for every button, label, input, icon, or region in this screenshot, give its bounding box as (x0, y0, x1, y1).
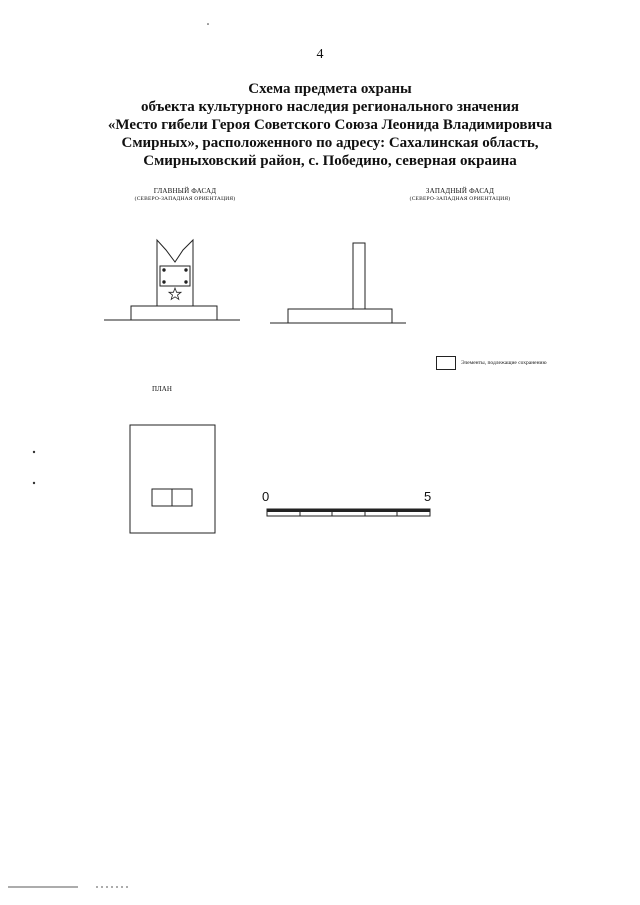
page-number: 4 (316, 47, 324, 62)
west-facade-subtitle: (СЕВЕРО-ЗАПАДНАЯ ОРИЕНТАЦИЯ) (409, 196, 511, 202)
plan-drawing (130, 425, 215, 533)
west-facade-drawing (270, 243, 406, 323)
west-facade-stele (353, 243, 365, 309)
scale-bar (267, 509, 430, 516)
west-facade-pedestal (288, 309, 392, 323)
plaque-rivet (185, 269, 187, 271)
title-line: Смирныховский район, с. Победино, северная окраина (143, 153, 517, 169)
main-facade-stele (157, 240, 193, 306)
title-line: Смирных», расположенного по адресу: Сахалинская область, (121, 135, 539, 151)
scale-bar-fill (267, 509, 430, 512)
main-facade-drawing (104, 240, 240, 320)
scale-end-label: 5 (424, 489, 432, 504)
main-facade-pedestal (131, 306, 217, 320)
scale-start-label: 0 (262, 489, 270, 504)
stray-dot (33, 482, 35, 484)
main-facade-subtitle: (СЕВЕРО-ЗАПАДНАЯ ОРИЕНТАЦИЯ) (134, 196, 236, 202)
legend-swatch (436, 356, 456, 370)
star-icon (169, 288, 181, 299)
plaque-rivet (163, 269, 165, 271)
plaque-rivet (163, 281, 165, 283)
main-facade-title: ГЛАВНЫЙ ФАСАД (153, 187, 217, 195)
west-facade-title: ЗАПАДНЫЙ ФАСАД (425, 187, 495, 195)
stray-dot (33, 451, 35, 453)
plan-label: ПЛАН (152, 385, 172, 393)
stray-marks (33, 23, 209, 484)
legend-text: Элементы, подлежащие сохранению (461, 360, 547, 366)
plan-outline (130, 425, 215, 533)
title-line: «Место гибели Героя Советского Союза Леонида Владимировича (107, 117, 553, 133)
plaque-rivet (185, 281, 187, 283)
stray-dot (207, 23, 209, 25)
title-line: объекта культурного наследия регионального значения (141, 99, 519, 115)
title-line: Схема предмета охраны (248, 81, 412, 97)
